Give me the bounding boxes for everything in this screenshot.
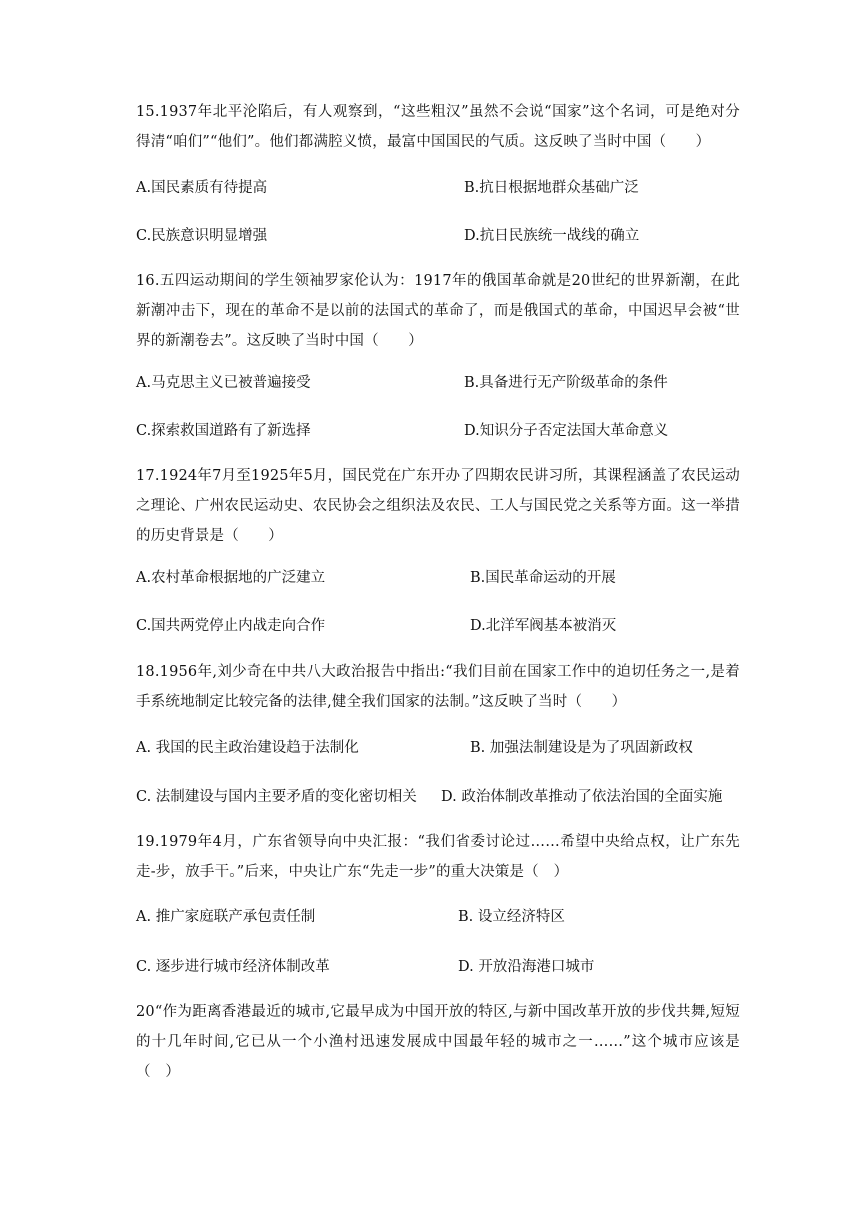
question-19-option-a: A. 推广家庭联产承包责任制 xyxy=(136,909,316,925)
question-16-option-d: D.知识分子否定法国大革命意义 xyxy=(464,423,669,439)
question-18-option-a: A. 我国的民主政治建设趋于法制化 xyxy=(136,740,359,756)
question-18-stem: 18.1956年,刘少奇在中共八大政治报告中指出:“我们目前在国家工作中的迫切任务之一,是着手系统地制定比较完备的法律,健全我们国家的法制。”这反映了当时（ ） xyxy=(136,664,740,710)
question-15-option-a: A.国民素质有待提高 xyxy=(136,180,268,196)
question-19-stem: 19.1979年4月，广东省领导向中央汇报：“我们省委讨论过……希望中央给点权，让广东先走-步，放手干。”后来，中央让广东“先走一步”的重大决策是（ ） xyxy=(136,834,740,880)
question-17-option-b: B.国民革命运动的开展 xyxy=(470,570,616,586)
question-19-option-c: C. 逐步进行城市经济体制改革 xyxy=(136,959,330,975)
question-15-option-c: C.民族意识明显增强 xyxy=(136,228,268,244)
question-20-stem: 20“作为距离香港最近的城市,它最早成为中国开放的特区,与新中国改革开放的步伐共舞,短短的十几年时间,它已从一个小渔村迅速发展成中国最年轻的城市之一……”这个城市应该是（ ） xyxy=(136,1004,740,1080)
question-15-option-b: B.抗日根据地群众基础广泛 xyxy=(464,180,639,196)
question-16-option-a: A.马克思主义已被普遍接受 xyxy=(136,375,311,391)
question-18-option-d: D. 政治体制改革推动了依法治国的全面实施 xyxy=(441,789,723,805)
question-18-option-b: B. 加强法制建设是为了巩固新政权 xyxy=(470,740,693,756)
question-19-option-b: B. 设立经济特区 xyxy=(458,909,565,925)
question-17-option-a: A.农村革命根据地的广泛建立 xyxy=(136,570,326,586)
question-16-option-b: B.具备进行无产阶级革命的条件 xyxy=(464,375,668,391)
question-16-option-c: C.探索救国道路有了新选择 xyxy=(136,423,311,439)
question-17-option-c: C.国共两党停止内战走向合作 xyxy=(136,618,326,634)
question-15-option-d: D.抗日民族统一战线的确立 xyxy=(464,228,640,244)
question-18-option-c: C. 法制建设与国内主要矛盾的变化密切相关 xyxy=(136,789,417,805)
question-17-option-d: D.北洋军阀基本被消灭 xyxy=(470,618,617,634)
question-17-stem: 17.1924年7月至1925年5月，国民党在广东开办了四期农民讲习所，其课程涵盖了农民运动之理论、广州农民运动史、农民协会之组织法及农民、工人与国民党之关系等方面。这一举措的历史背景是（ ） xyxy=(136,468,740,544)
question-16-stem: 16.五四运动期间的学生领袖罗家伦认为：1917年的俄国革命就是20世纪的世界新潮，在此新潮冲击下，现在的革命不是以前的法国式的革命了，而是俄国式的革命，中国迟早会被“世界的新潮卷去”。这反映了当时中国（ ） xyxy=(136,273,740,349)
question-19-option-d: D. 开放沿海港口城市 xyxy=(458,959,595,975)
question-15-stem: 15.1937年北平沦陷后，有人观察到，“这些粗汉”虽然不会说“国家”这个名词，可是绝对分得清“咱们”“他们”。他们都满腔义愤，最富中国国民的气质。这反映了当时中国（ ） xyxy=(136,104,740,150)
